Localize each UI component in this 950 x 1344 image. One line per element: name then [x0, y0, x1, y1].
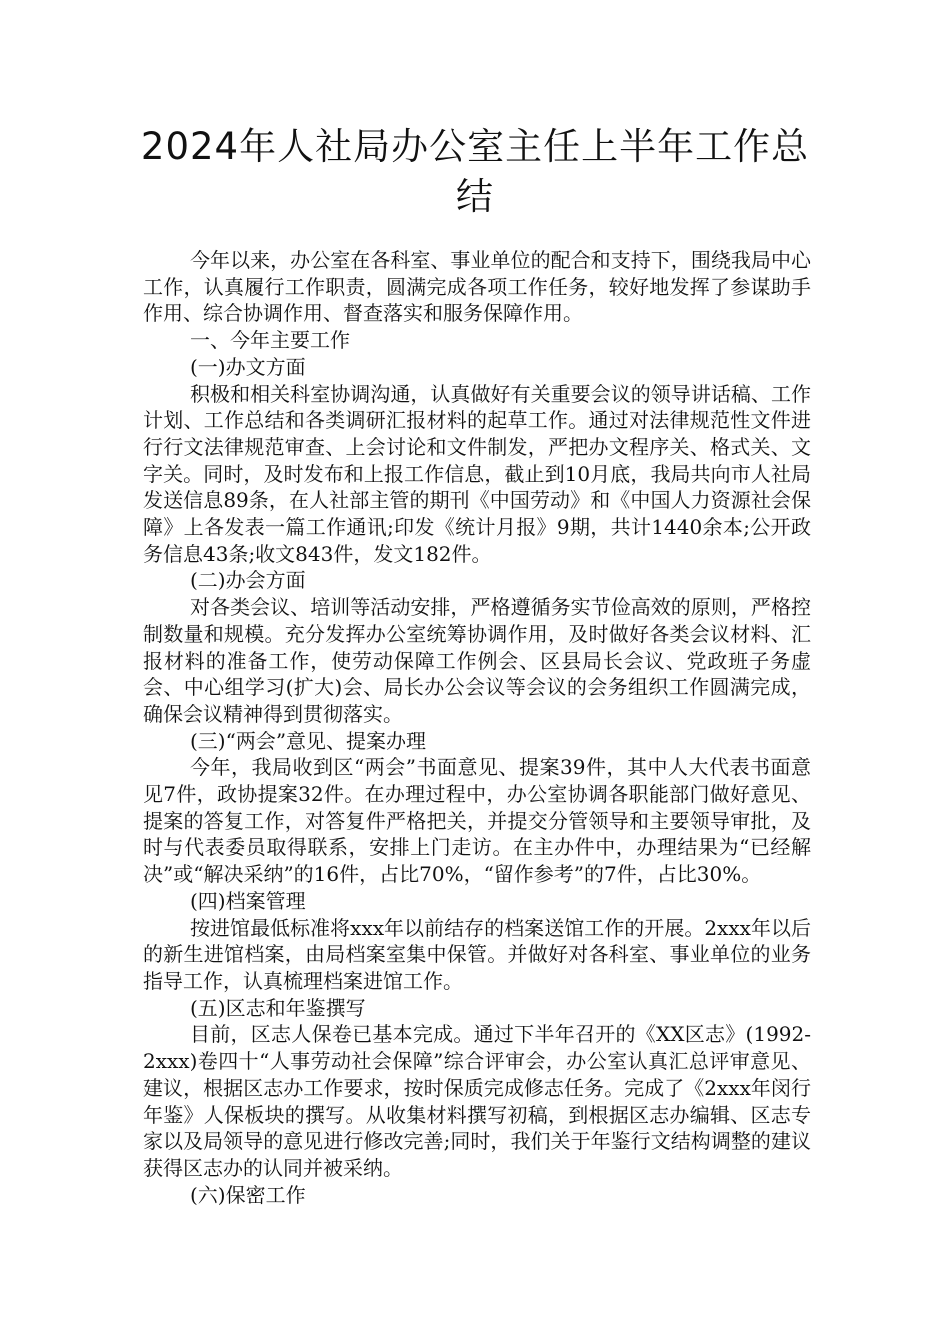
document-body: [143, 247, 811, 1208]
document-title: 2024年人社局办公室主任上半年工作总结: [140, 125, 810, 218]
section-heading: (三)“两会”意见、提案办理: [190, 728, 427, 753]
section-heading: (六)保密工作: [190, 1182, 306, 1207]
section-heading: (四)档案管理: [190, 888, 306, 913]
section-heading: (二)办会方面: [190, 568, 306, 593]
section-heading: 一、今年主要工作: [190, 328, 350, 353]
body-paragraph: 今年，我局收到区“两会”书面意见、提案39件，其中人大代表书面意见7件，政协提案32件。在办理过程中，办公室协调各职能部门做好意见、提案的答复工作，对答复件严格把关，并提交分管领导和主要领导审批，及时与代表委员取得联系，安排上门走访。在主办件中，办理结果为“已经解 决”或“解决采纳”的16件，占比70%，“留作参考”的7件，占比30%。: [143, 755, 811, 887]
body-paragraph: 目前，区志人保卷已基本完成。通过下半年召开的《XX区志》(1992-2xxx)卷四十“人事劳动社会保障”综合评审会，办公室认真汇总评审意见、建议，根据区志办工作要求，按时保质完成修志任务。完成了《2xxx年闵行年鉴》人保板块的撰写。从收集材料撰写初稿，到根据区志办编辑、区志专家以及局领导的意见进行修改完善;同时，我们关于年鉴行文结构调整的建议获得区志办的认同并被采纳。: [143, 1022, 811, 1180]
body-paragraph: 对各类会议、培训等活动安排，严格遵循务实节俭高效的原则，严格控制数量和规模。充分发挥办公室统筹协调作用，及时做好各类会议材料、汇报材料的准备工作，使劳动保障工作例会、区县局长会议、党政班子务虚会、中心组学习(扩大)会、局长办公会议等会议的会务组织工作圆满完成，确保会议精神得到贯彻落实。: [143, 595, 811, 726]
body-paragraph: 今年以来，办公室在各科室、事业单位的配合和支持下，围绕我局中心工作，认真履行工作职责，圆满完成各项工作任务，较好地发挥了参谋助手作用、综合协调作用、督查落实和服务保障作用。: [143, 248, 811, 326]
section-heading: (一)办文方面: [190, 354, 306, 379]
body-paragraph: 按进馆最低标准将xxx年以前结存的档案送馆工作的开展。2xxx年以后的新生进馆档案，由局档案室集中保管。并做好对各科室、事业单位的业务指导工作，认真梳理档案进馆工作。: [143, 915, 811, 993]
section-heading: (五)区志和年鉴撰写: [190, 995, 366, 1020]
body-paragraph: 积极和相关科室协调沟通，认真做好有关重要会议的领导讲话稿、工作计划、工作总结和各类调研汇报材料的起草工作。通过对法律规范性文件进行行文法律规范审查、上会讨论和文件制发，严把办文程序关、格式关、文字关。同时，及时发布和上报工作信息，截止到10月底，我局共向市人社局发送信息89条，在人社部主管的期刊《中国劳动》和《中国人力资源社会保障》上各发表一篇工作通讯;印发《统计月报》9期，共计1440余本;公开政务信息43条;收文843件，发文182件。: [143, 381, 811, 566]
